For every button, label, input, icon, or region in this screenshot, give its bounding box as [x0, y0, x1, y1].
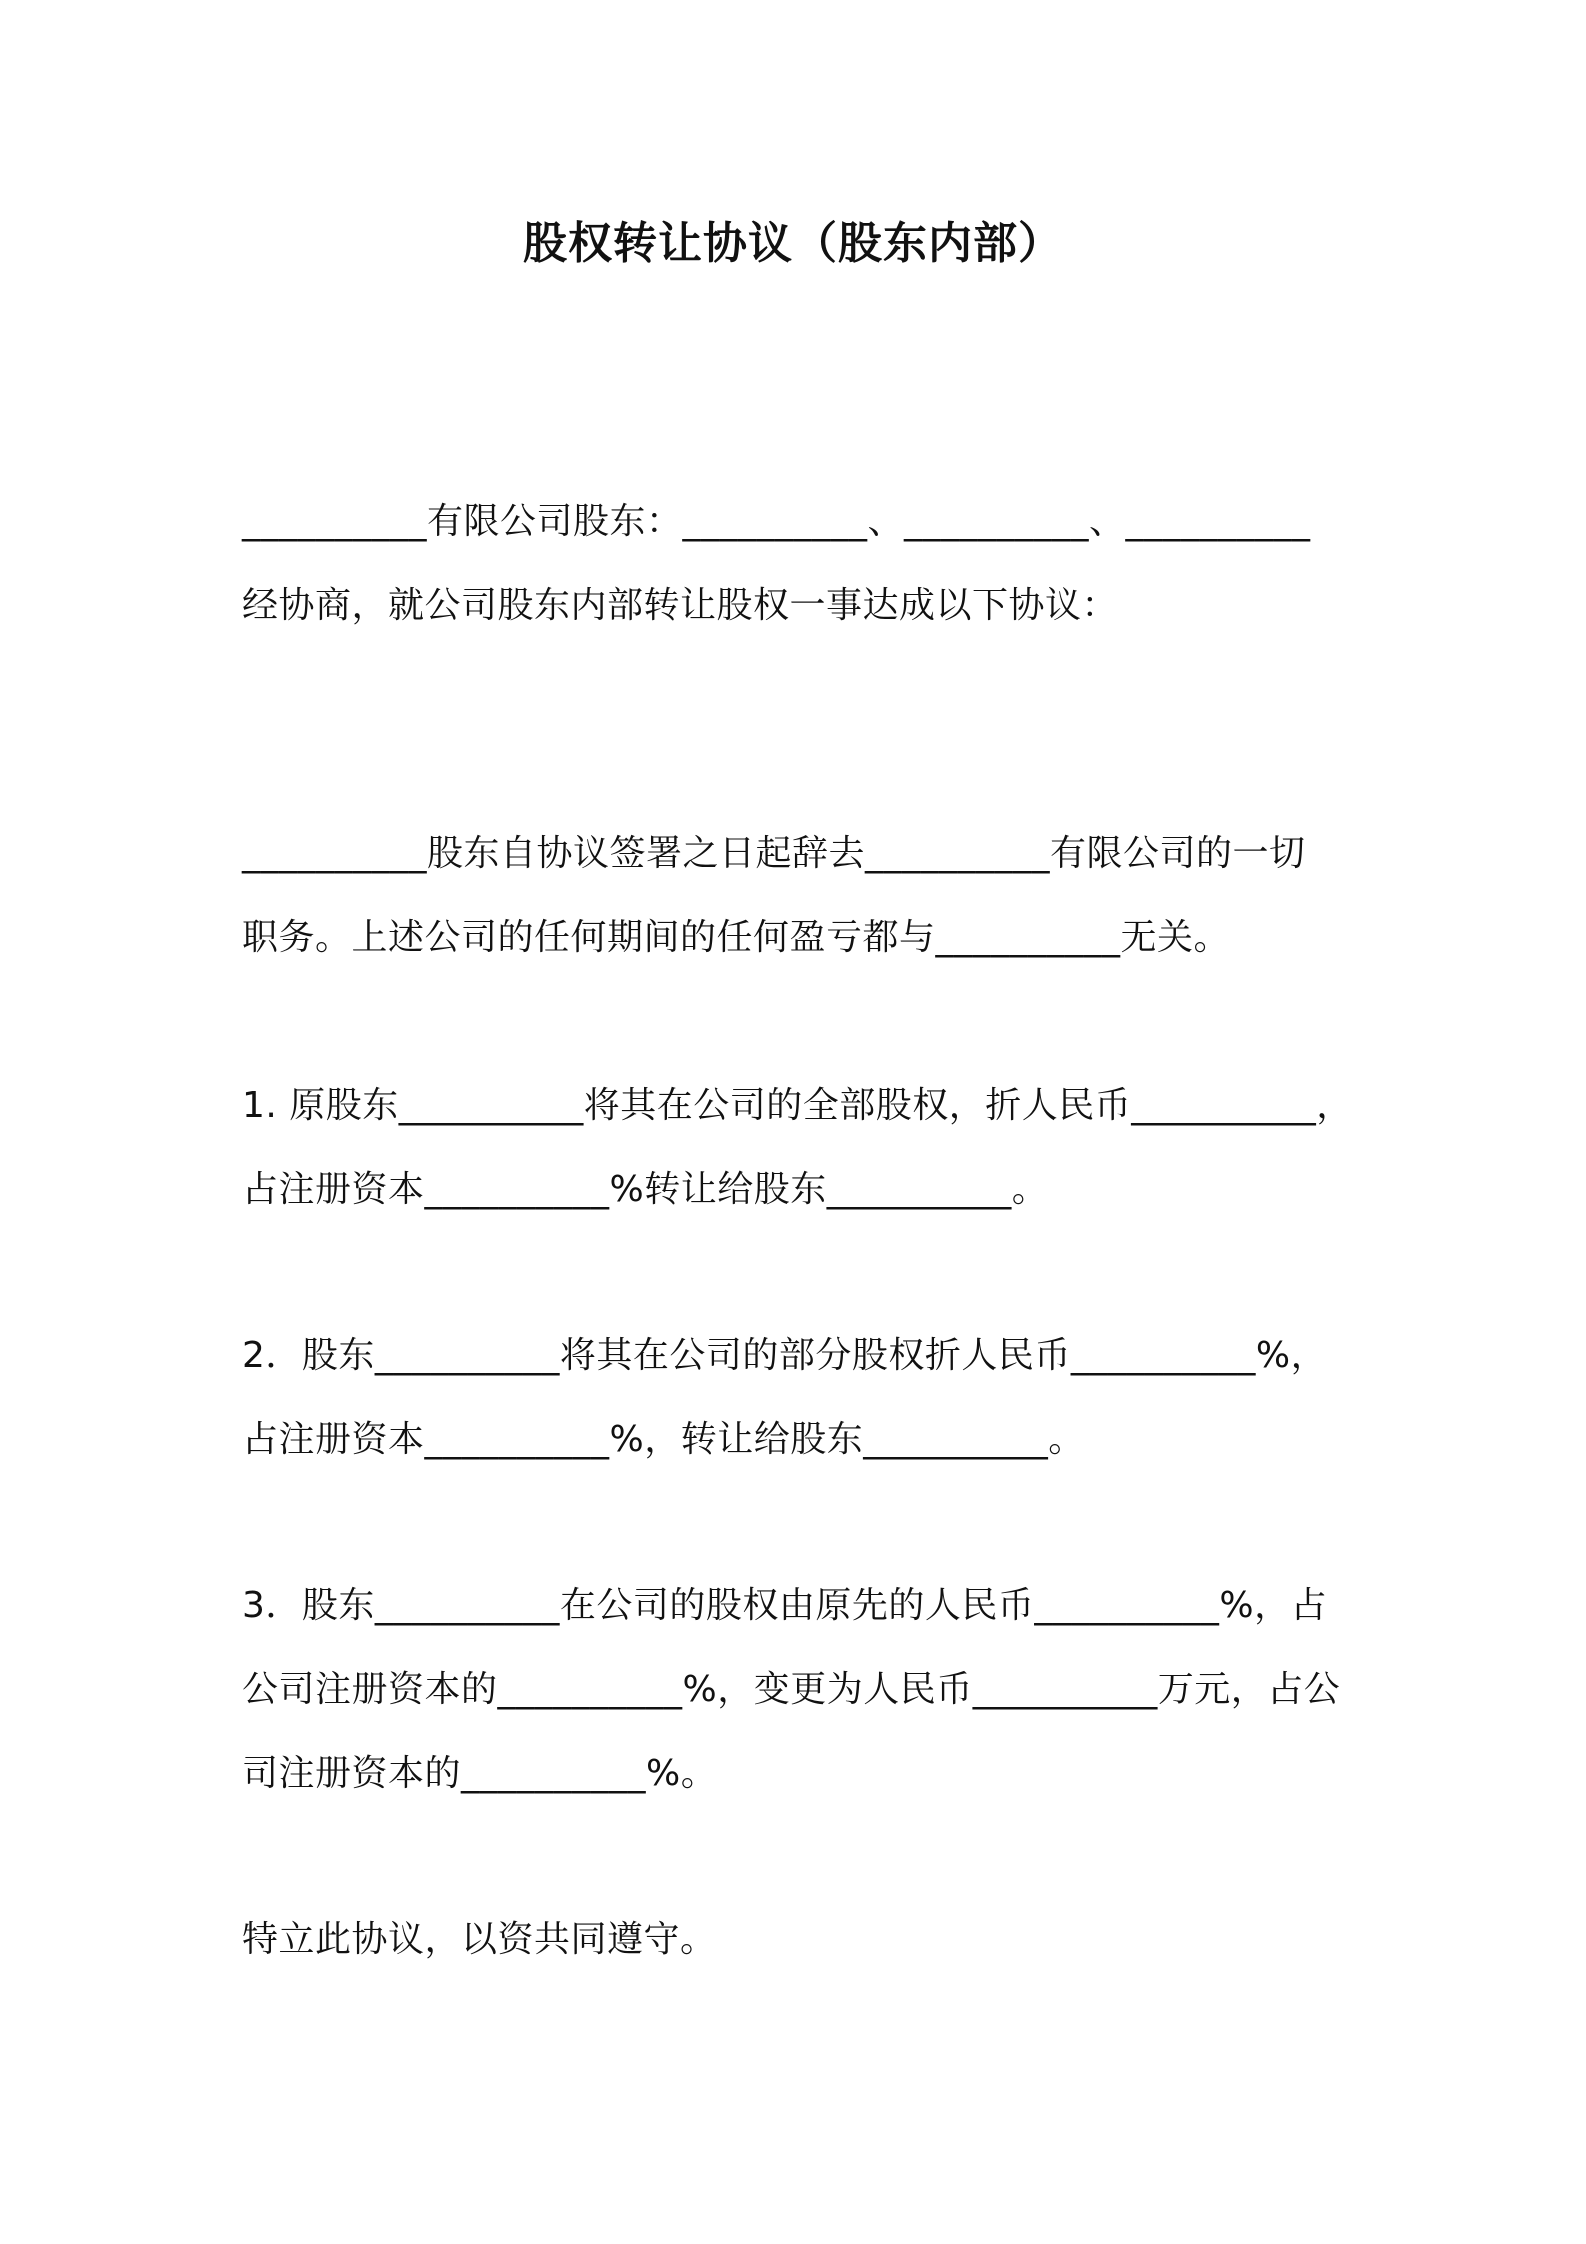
- closing-line: 特立此协议，以资共同遵守。: [242, 1919, 717, 1960]
- clause-1: [242, 1064, 1354, 1232]
- clause-3-line-2: 公司注册资本的__________%，变更为人民币__________万元，占公: [242, 1669, 1341, 1710]
- resign-line-2: 职务。上述公司的任何期间的任何盈亏都与__________无关。: [242, 917, 1231, 958]
- resign-paragraph: [242, 812, 1354, 980]
- clause-1-line-2: 占注册资本__________%转让给股东__________。: [242, 1169, 1049, 1210]
- resign-line-1: __________股东自协议签署之日起辞去__________有限公司的一切: [242, 833, 1306, 874]
- document-title: 股权转让协议（股东内部）: [523, 218, 1063, 269]
- intro-line-2: 经协商，就公司股东内部转让股权一事达成以下协议：: [242, 585, 1119, 626]
- intro-paragraph: [242, 480, 1354, 648]
- clause-1-line-1: 1. 原股东__________将其在公司的全部股权，折人民币__________，: [242, 1085, 1353, 1126]
- clause-2-line-1: 2．股东__________将其在公司的部分股权折人民币__________%，: [242, 1335, 1328, 1376]
- clause-2-line-2: 占注册资本__________%，转让给股东__________。: [242, 1419, 1085, 1460]
- clause-3-line-3: 司注册资本的__________%。: [242, 1753, 718, 1794]
- intro-line-1: __________有限公司股东：__________、__________、__________: [242, 501, 1311, 542]
- clause-3: [242, 1564, 1354, 1816]
- clause-3-line-1: 3．股东__________在公司的股权由原先的人民币__________%，占: [242, 1585, 1328, 1626]
- clause-2: [242, 1314, 1354, 1482]
- closing-paragraph: [242, 1898, 1354, 1982]
